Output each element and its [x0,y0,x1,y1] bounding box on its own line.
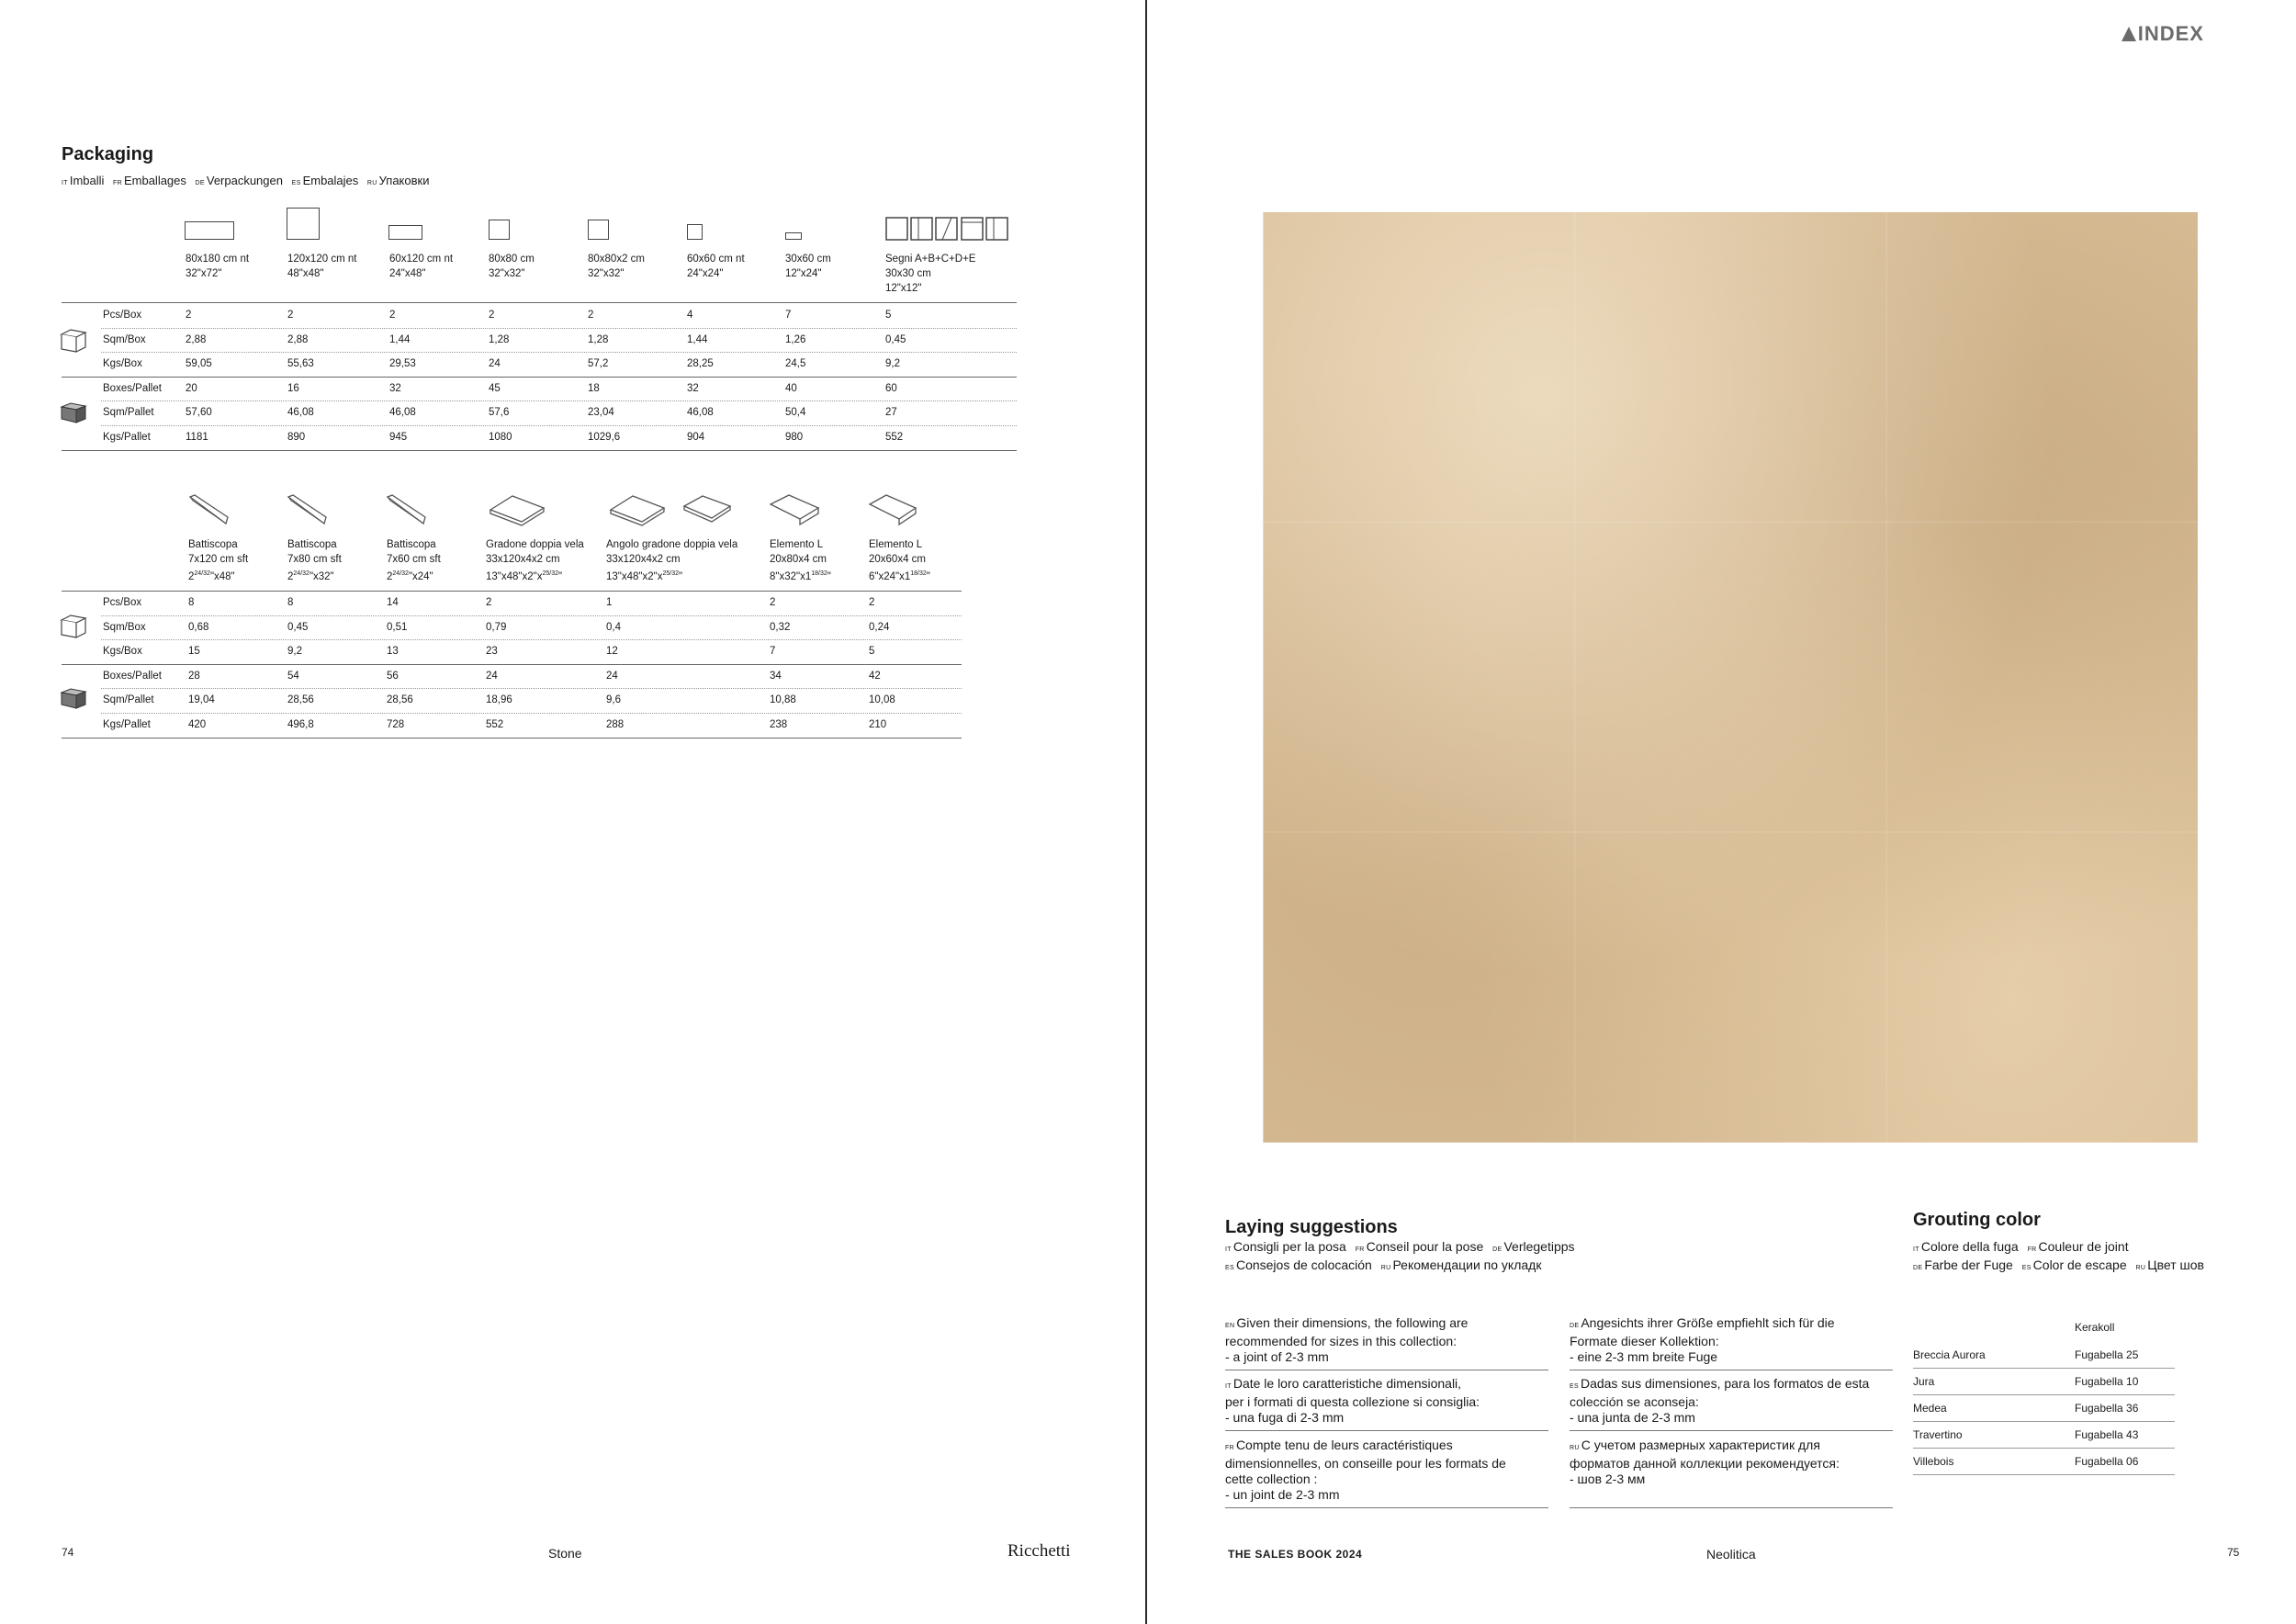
angolo-gradone-icon [609,493,666,526]
laying-divider [1225,1507,1548,1508]
laying-block-it: IT Date le loro caratteristiche dimensionali, per i formati di questa collezione si consiglia: - una fuga di 2-3 mm [1225,1376,1480,1425]
table-cell: 7 [785,310,792,321]
format-header: 120x120 cm nt 48"x48" [287,254,357,279]
table-cell: 2 [486,597,492,608]
table-cell: 288 [606,719,625,730]
table-cell: 2 [588,310,594,321]
row-label: Kgs/Pallet [103,719,151,730]
laying-block-en: EN Given their dimensions, the following are recommended for sizes in this collection: - a joint of 2-3 mm [1225,1315,1469,1364]
format-segni-icon [885,217,1012,241]
table-cell: 28,56 [287,694,314,706]
table-cell: 16 [287,382,299,394]
battiscopa-60-icon [385,493,427,526]
table-cell: 2 [186,310,192,321]
table-cell: 496,8 [287,719,314,730]
table-row [62,639,962,663]
accessory-header: Angolo gradone doppia vela 33x120x4x2 cm $13"x48"x2"x^{25/32}$" [606,539,738,582]
lang-code: RU [366,180,377,186]
table-cell: 9,2 [885,358,900,370]
lang-text: Verpackungen [206,174,283,187]
lang-text: Упаковки [378,174,430,187]
table-cell: 980 [785,432,804,443]
pallet-icon [60,400,87,424]
lang-code: FR [113,180,122,186]
laying-block-fr: FR Compte tenu de leurs caractéristiques dimensionnelles, on conseille pour les formats de cette collection : - un joint de 2-3 mm [1225,1438,1506,1502]
table-cell: 55,63 [287,358,314,370]
table-cell: 890 [287,432,306,443]
grouting-table [1913,1342,2175,1480]
format-header: 60x60 cm nt 24"x24" [687,254,745,279]
battiscopa-120-icon [187,493,230,526]
table-cell: 2,88 [186,333,207,345]
format-120x120-icon [287,208,320,240]
grout-row: Jura Fugabella 10 [1913,1369,2175,1395]
battiscopa-80-icon [286,493,328,526]
table-cell: 50,4 [785,407,806,419]
table-cell: 2 [770,597,776,608]
table-cell: 34 [770,670,782,682]
table-cell: 0,45 [287,621,309,633]
box-icon [60,327,87,353]
grout-row: Travertino Fugabella 43 [1913,1422,2175,1449]
table-cell: 9,2 [287,646,302,658]
table-cell: 14 [387,597,399,608]
table-cell: 18,96 [486,694,512,706]
table-row [62,400,1017,424]
format-header: 30x60 cm 12"x24" [785,254,831,279]
table-cell: 1,26 [785,333,806,345]
table-cell: 1 [606,597,613,608]
table-cell: 15 [188,646,200,658]
row-label: Kgs/Box [103,646,142,658]
laying-divider [1570,1507,1893,1508]
table-cell: 57,6 [489,407,510,419]
table-cell: 552 [885,432,904,443]
laying-block-de: DE Angesichts ihrer Größe empfiehlt sich für die Formate dieser Kollektion: - eine 2-3 mm breite Fuge [1570,1315,1835,1364]
product-tile-image [1263,212,2198,1143]
table-cell: 2 [869,597,875,608]
table-row [62,615,962,639]
table-cell: 945 [389,432,408,443]
page-spine [1145,0,1147,1624]
table-cell: 0,4 [606,621,621,633]
lang-code: DE [195,180,205,186]
accessory-header: Elemento L 20x60x4 cm $6"x24"x1^{18/32}$" [869,539,930,582]
table-cell: 46,08 [389,407,416,419]
box-icon [60,613,87,638]
footer-category: Stone [548,1546,582,1561]
table-cell: 1,28 [588,333,609,345]
table-cell: 0,45 [885,333,906,345]
table-cell: 28 [188,670,200,682]
elemento-l-80-icon [769,493,820,526]
table-row [62,688,962,712]
table-cell: 0,79 [486,621,507,633]
table-cell: 20 [186,382,197,394]
table-cell: 2,88 [287,333,309,345]
row-label: Pcs/Box [103,597,142,608]
format-header: Segni A+B+C+D+E 30x30 cm 12"x12" [885,254,976,294]
row-label: Sqm/Pallet [103,407,154,419]
laying-title: Laying suggestions [1225,1217,1398,1237]
table-row [62,377,1017,400]
grout-row: Medea Fugabella 36 [1913,1395,2175,1422]
format-header: 60x120 cm nt 24"x48" [389,254,454,279]
table-cell: 552 [486,719,504,730]
row-label: Pcs/Box [103,310,142,321]
lang-text: Imballi [69,174,105,187]
format-80x80-icon [489,220,510,240]
elemento-l-60-icon [868,493,917,526]
table-row [62,425,1017,449]
row-label: Kgs/Box [103,358,142,370]
row-label: Sqm/Pallet [103,694,154,706]
brand-logo: Ricchetti [1007,1541,1071,1561]
table-row [62,713,962,737]
table-cell: 23,04 [588,407,614,419]
table-row [62,303,1017,327]
packaging-title: Packaging [62,144,154,164]
table-cell: 238 [770,719,788,730]
format-header: 80x180 cm nt 32"x72" [186,254,250,279]
pallet-icon [60,686,87,710]
laying-translations: IT Consigli per la posa FR Conseil pour la pose DE Verlegetipps ES Consejos de colocación RU Рекомендации по укладк [1225,1239,1575,1272]
table-cell: 24,5 [785,358,806,370]
table-cell: 18 [588,382,600,394]
grouting-title: Grouting color [1913,1210,2041,1230]
accessory-header: Battiscopa 7x60 cm sft $2^{24/32}"x24$" [387,539,441,582]
table-cell: 904 [687,432,705,443]
lang-text: Embalajes [302,174,359,187]
footer-book-title: THE SALES BOOK 2024 [1228,1548,1363,1561]
table-cell: 420 [188,719,207,730]
packaging-translations [62,174,434,187]
format-header: 80x80 cm 32"x32" [489,254,535,279]
table-cell: 7 [770,646,776,658]
table-cell: 57,2 [588,358,609,370]
table-cell: 28,25 [687,358,714,370]
accessory-header: Battiscopa 7x120 cm sft $2^{24/32}"x48$" [188,539,249,582]
table-cell: 54 [287,670,299,682]
laying-block-ru: RU С учетом размерных характеристик для форматов данной коллекции рекомендуется: - шов 2-3 мм [1570,1438,1840,1486]
gradone-icon [489,493,546,526]
table-cell: 0,32 [770,621,791,633]
format-60x120-icon [388,225,422,240]
format-80x180-icon [185,221,234,240]
table-cell: 32 [687,382,699,394]
table-cell: 10,08 [869,694,895,706]
laying-block-es: ES Dadas sus dimensiones, para los formatos de esta colección se aconseja: - una junta de 2-3 mm [1570,1376,1870,1425]
footer-collection: Neolitica [1706,1547,1756,1562]
page-number-left: 74 [62,1546,74,1559]
table-cell: 1029,6 [588,432,621,443]
row-label: Boxes/Pallet [103,382,162,394]
grouting-translations: IT Colore della fuga FR Couleur de joint DE Farbe der Fuge ES Color de escape RU Цвет шов [1913,1239,2204,1272]
format-80x80x2-icon [588,220,609,240]
index-arrow-icon [2122,27,2136,41]
table-cell: 57,60 [186,407,212,419]
table-rule [62,591,962,592]
table-cell: 23 [486,646,498,658]
table-cell: 10,88 [770,694,796,706]
table-cell: 46,08 [687,407,714,419]
accessory-header: Elemento L 20x80x4 cm $8"x32"x1^{18/32}$" [770,539,831,582]
format-header: 80x80x2 cm 32"x32" [588,254,646,279]
table-row [62,328,1017,352]
laying-divider [1570,1430,1893,1431]
table-cell: 9,6 [606,694,621,706]
angolo-gradone-icon-2 [682,493,732,526]
grout-row: Breccia Aurora Fugabella 25 [1913,1342,2175,1369]
table-cell: 24 [606,670,618,682]
table-cell: 8 [188,597,195,608]
table-cell: 2 [389,310,396,321]
table-cell: 40 [785,382,797,394]
table-cell: 45 [489,382,501,394]
table-row [62,591,962,615]
lang-code: IT [62,180,68,186]
table-cell: 24 [486,670,498,682]
grout-brand-header: Kerakoll [2075,1321,2115,1334]
grout-row: Villebois Fugabella 06 [1913,1449,2175,1475]
table-cell: 1,44 [687,333,708,345]
table-cell: 1,44 [389,333,411,345]
table-cell: 0,51 [387,621,408,633]
table-cell: 56 [387,670,399,682]
lang-text: Emballages [123,174,186,187]
table-cell: 0,24 [869,621,890,633]
index-link[interactable]: INDEX [2122,22,2204,46]
accessory-header: Gradone doppia vela 33x120x4x2 cm $13"x48"x2"x^{25/32}$" [486,539,584,582]
table-cell: 4 [687,310,693,321]
row-separator [62,450,1017,451]
table-cell: 12 [606,646,618,658]
row-label: Kgs/Pallet [103,432,151,443]
row-separator [62,738,962,739]
row-label: Boxes/Pallet [103,670,162,682]
table-cell: 2 [287,310,294,321]
table-cell: 8 [287,597,294,608]
table-row [62,664,962,688]
page-number-right: 75 [2227,1546,2240,1559]
row-label: Sqm/Box [103,333,146,345]
table-cell: 2 [489,310,495,321]
laying-divider [1225,1430,1548,1431]
table-row [62,352,1017,376]
row-label: Sqm/Box [103,621,146,633]
format-30x60-icon [785,232,802,240]
table-cell: 32 [389,382,401,394]
table-cell: 728 [387,719,405,730]
table-cell: 60 [885,382,897,394]
format-60x60-icon [687,224,703,240]
table-cell: 1,28 [489,333,510,345]
table-cell: 27 [885,407,897,419]
table-cell: 46,08 [287,407,314,419]
table-cell: 1080 [489,432,512,443]
table-cell: 19,04 [188,694,215,706]
lang-code: ES [291,180,301,186]
table-cell: 0,68 [188,621,209,633]
table-cell: 5 [885,310,892,321]
table-cell: 1181 [186,432,208,443]
table-cell: 5 [869,646,875,658]
table-cell: 59,05 [186,358,212,370]
table-cell: 24 [489,358,501,370]
table-cell: 210 [869,719,887,730]
table-cell: 13 [387,646,399,658]
table-cell: 28,56 [387,694,413,706]
accessory-header: Battiscopa 7x80 cm sft $2^{24/32}"x32$" [287,539,342,582]
table-cell: 42 [869,670,881,682]
table-cell: 29,53 [389,358,416,370]
